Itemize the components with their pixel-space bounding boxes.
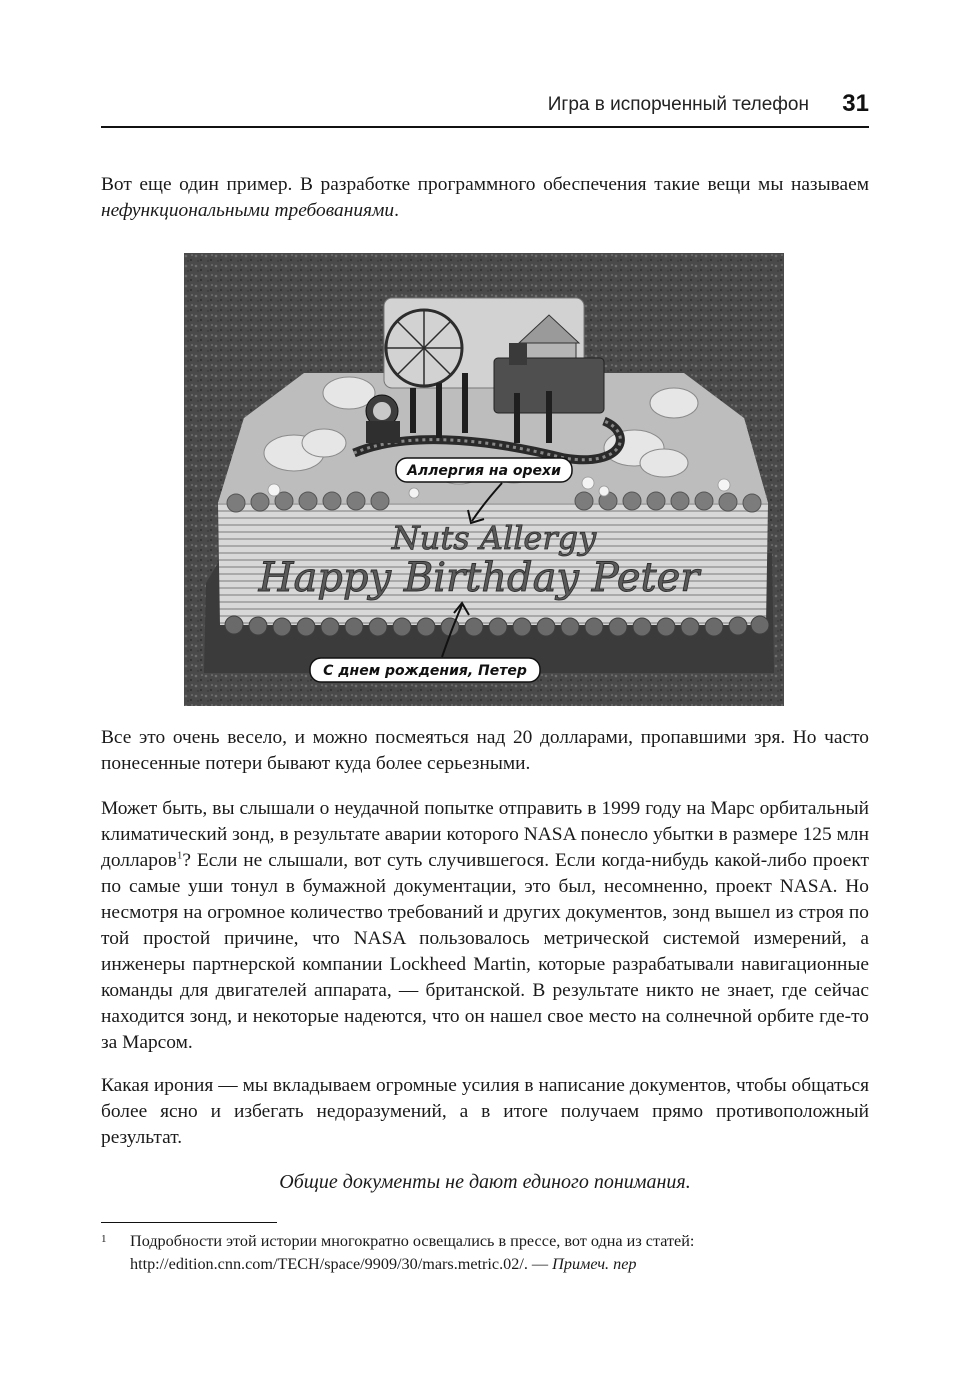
footnote: [101, 1230, 869, 1276]
footnote-mark: 1: [101, 1233, 107, 1245]
paragraph-intro-end: .: [394, 200, 399, 221]
cake-writing-happy-birthday: Happy Birthday Peter: [258, 555, 700, 601]
footnote-reference: 1: [176, 849, 183, 862]
label-nuts-allergy: Аллергия на орехи: [407, 463, 561, 479]
cake-photo-figure: [184, 253, 784, 706]
footnote-body: [101, 1230, 869, 1276]
cake-photo: [184, 253, 784, 706]
paragraph-nasa-text-cont: ? Если не слышали, вот суть случившегося. Если когда-нибудь какой-либо проект по самые уши тонул в бумажной документации, это был, несомненно, проект NASA. Но несмотря на огромное количество требований и других документов, зонд вышел из строя по той простой причине, что NASA пользовалось метрической системой измерений, а инженеры партнерской компании Lockheed Martin, которые разрабатывали навигационные команды для двигателей аппарата, — британской. В результате никто не знает, где сейчас находится зонд, и некоторые надеются, что он нашел свое место на солнечной орбите где-то за Марсом.: [101, 850, 869, 1053]
cake-writing-nuts-allergy: Nuts Allergy: [391, 519, 597, 557]
paragraph-intro: [101, 172, 869, 224]
footnote-text: Подробности этой истории многократно освещались в прессе, вот одна из статей: http://edition.cnn.com/TECH/space/9909/30/mars.metric.02/. —: [130, 1232, 695, 1273]
term-nonfunctional-requirements: нефункциональными требованиями: [101, 200, 395, 221]
page-header: [101, 90, 869, 128]
label-happy-birthday-peter: С днем рождения, Петер: [323, 663, 527, 679]
paragraph-intro-text: Вот еще один пример. В разработке программного обеспечения такие вещи мы называем: [101, 174, 869, 195]
paragraph-nasa-text: Может быть, вы слышали о неудачной попытке отправить в 1999 году на Марс орбитальный климатический зонд, в результате аварии которого NASA понесло убытки в размере 125 млн долларов: [101, 798, 869, 871]
footnote-divider: [101, 1222, 277, 1223]
paragraph-losses: Все это очень весело, и можно посмеяться над 20 долларами, пропавшими зря. Но часто понесенные потери бывают куда более серьезными.: [101, 727, 869, 774]
running-head: Игра в испорченный телефон: [547, 94, 809, 115]
page-number: 31: [842, 90, 869, 117]
paragraph-nasa: [101, 796, 869, 1056]
footnote-translator-note: Примеч. пер: [552, 1255, 637, 1273]
callout-quote: Общие документы не дают единого понимания.: [279, 1171, 691, 1193]
paragraph-irony: Какая ирония — мы вкладываем огромные усилия в написание документов, чтобы общаться более ясно и избегать недоразумений, а в итоге получаем прямо противоположный результат.: [101, 1075, 869, 1148]
